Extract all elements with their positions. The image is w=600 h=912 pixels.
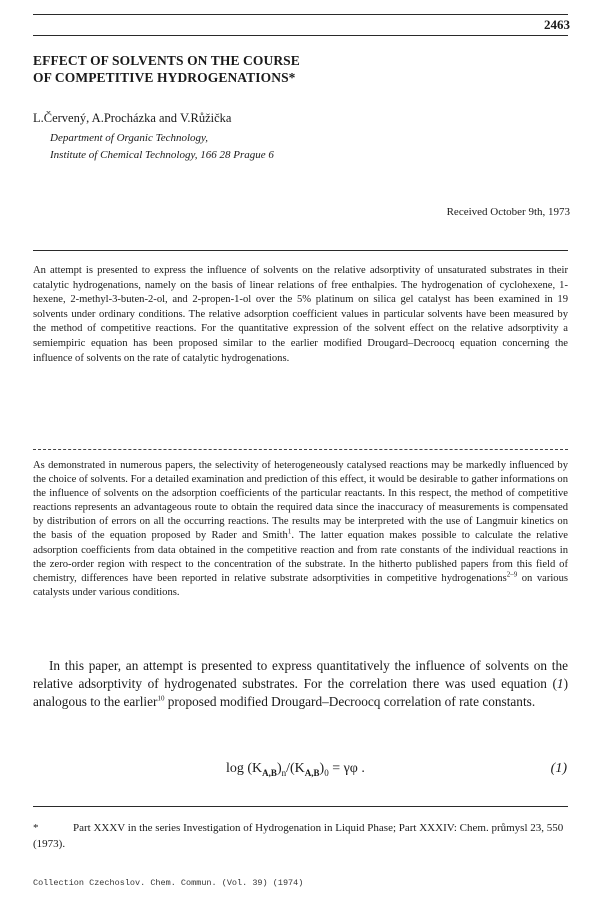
- body-paragraph: [33, 657, 568, 712]
- footnote-text: Part XXXV in the series Investigation of Hydrogenation in Liquid Phase; Part XXXIV: Chem. průmysl 23, 550 (1973).: [33, 822, 564, 850]
- footnote-marker: *: [33, 822, 39, 834]
- top-rule: [33, 14, 568, 15]
- journal-citation: Collection Czechoslov. Chem. Commun. (Vol. 39) (1974): [33, 878, 304, 888]
- eq-part: ): [276, 761, 282, 776]
- body-eq-ref: 1: [556, 676, 564, 692]
- intro-text-2: . The latter equation makes possible to calculate the relative adsorption coefficients from data obtained in the competitive reaction and from rate constants of the individual reactions in the zero-order region with respect to the concentration of the substrate. In the hitherto published papers from this field of chemistry, differences have been reported in relative substrate adsorptivities in competitive hydrogenations: [33, 530, 568, 584]
- affiliation: [50, 130, 274, 164]
- abstract: An attempt is presented to express the influence of solvents on the relative adsorptivity of unsaturated substrates in their catalytic hydrogenations, namely on the basis of linear relations of free enthalpies. The hydrogenation of cyclohexene, 1-hexene, 2-methyl-3-buten-2-ol, and 2-propen-1-ol over the 5% platinum on silica gel catalyst has been examined in 19 solvents under ordinary conditions. The relative adsorption coefficient values in particular solvents have been measured by the method of competitive reactions. For the quantitative expression of the solvent effect on the relative adsorptivity a semiempiric equation has been proposed similar to the earlier modified Drougard–Decroocq equation concerning the influence of solvents on the rate of catalytic hydrogenations.: [33, 265, 568, 364]
- footnote-rule: [33, 806, 568, 807]
- body-text-1: In this paper, an attempt is presented to express quantitatively the influence of solvents on the relative adsorptivity of hydrogenated substrates. For the correlation there was used equation (: [33, 658, 568, 692]
- author-list: L.Červený, A.Procházka and V.Růžička: [33, 111, 232, 125]
- intro-ref-1: 1: [287, 527, 292, 536]
- eq-sub: A,B: [304, 767, 320, 778]
- eq-sub: 0: [324, 767, 329, 778]
- eq-part: /(K: [286, 761, 305, 776]
- footnote: [33, 820, 568, 852]
- title-line-1: EFFECT OF SOLVENTS ON THE COURSE: [33, 53, 300, 68]
- body-text-2: ) analogous to the earlier: [33, 676, 568, 710]
- eq-part: = γφ .: [328, 761, 365, 776]
- header-rule: [33, 35, 568, 36]
- intro-ref-2: 2–9: [506, 570, 518, 579]
- eq-sub: A,B: [262, 767, 277, 778]
- eq-sub: n: [281, 767, 287, 778]
- received-date: Received October 9th, 1973: [446, 206, 570, 218]
- abstract-top-rule: [33, 250, 568, 251]
- body-ref: 10: [157, 694, 165, 703]
- title-line-2: OF COMPETITIVE HYDROGENATIONS*: [33, 70, 296, 85]
- affiliation-line-1: Department of Organic Technology,: [50, 132, 209, 144]
- page-number: 2463: [544, 17, 570, 32]
- equation-number: (1): [550, 761, 567, 776]
- eq-part: ): [319, 761, 325, 776]
- eq-part: log (K: [226, 761, 263, 776]
- affiliation-line-2: Institute of Chemical Technology, 166 28 Prague 6: [50, 149, 274, 161]
- article-title: [33, 52, 300, 86]
- introduction-paragraph: [33, 459, 568, 600]
- equation-1: [226, 761, 365, 778]
- body-text-3: proposed modified Drougard–Decroocq correlation of rate constants.: [164, 694, 536, 710]
- abstract-separator: [33, 449, 568, 450]
- intro-text-3: on various catalysts under various conditions.: [33, 572, 569, 598]
- intro-text-1: As demonstrated in numerous papers, the selectivity of heterogeneously catalysed reactions may be markedly influenced by the choice of solvents. For a detailed examination and prediction of this effect, it would be desirable to gather informations on the influence of solvents on the adsorption coefficients of the particular reactants. In this respect, the method of competitive reactions represents an advantageous route to obtain the required data since the inaccuracy of measurements is compensated by distribution of errors on all the occurring reactions. The results may be interpreted with the use of Langmuir kinetics on the basis of the equation proposed by Rader and Smith: [33, 460, 568, 542]
